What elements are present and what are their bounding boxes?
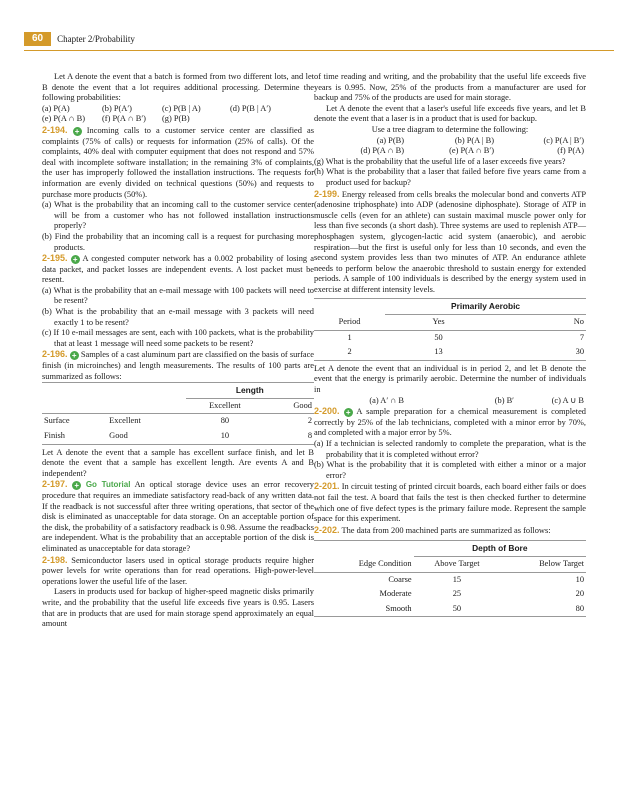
row-label: Good: [109, 431, 128, 440]
option-e: (e) P(A ∩ B′): [449, 146, 494, 156]
problem-text: Energy released from cells breaks the molecular bond and converts ATP (adenosine triphosphate) into ADP (adenosine diphosphate). Storage of ATP in muscle cells (even for an athlete) can sustain maximal muscle power only for less than five seconds (a short dash). Three systems are used to replenish ATP—phosphagen system, glycogen-lactic acid system (anaerobic), and aerobic respiration—but the first is useful only for less than 10 seconds, and even the second system provides less than two minutes of ATP. An endurance athlete needs to perform below the anaerobic threshold to sustain energy for extended periods. A sample of 100 individuals is described by the energy system used in exercise at different intensity levels.: [314, 189, 587, 294]
cell: 10: [220, 431, 230, 440]
problem-number: 2-199.: [314, 188, 340, 199]
problem-number: 2-200.: [314, 406, 340, 417]
page-number: 60: [24, 32, 51, 46]
problem-2-195: [42, 253, 314, 286]
table-row: [314, 572, 586, 587]
plus-icon[interactable]: +: [72, 481, 81, 490]
chapter-title: Chapter 2/Probability: [57, 33, 135, 44]
option-c: (c) A ∪ B: [551, 395, 584, 405]
left-column: [42, 72, 314, 630]
table-row: [314, 330, 586, 345]
option-e: (e) P(A ∩ B): [42, 114, 86, 124]
col-header: Yes: [432, 317, 445, 327]
cell: 1: [347, 332, 352, 342]
option-b: (b) P(A | B): [454, 135, 494, 145]
aerobic-table: [314, 298, 586, 360]
cell: Smooth: [385, 603, 412, 613]
cell: 50: [434, 332, 443, 342]
option-d: (d) P(B | A′): [230, 103, 271, 113]
col-header: Excellent: [209, 400, 241, 410]
col-header: No: [573, 317, 584, 327]
problem-2-196: [42, 349, 314, 382]
problem-2-201: [314, 481, 586, 524]
cell: 8: [307, 431, 312, 440]
question-a: (a) What is the probability that an incoming call to the customer service center will be from a customer who has not followed installation instructions properly?: [42, 200, 314, 231]
cell: 80: [575, 603, 584, 613]
page-header: [24, 33, 135, 45]
question-b: (b) What is the probability that an e-mail message with 3 packets will need exactly 1 to be resent?: [42, 307, 314, 327]
problem-text: An optical storage device uses an error recovery procedure that requires an immediate satisfactory read-back of any written data. If the readback is not successful after three writing operations, that sector of the disk is eliminated as unacceptable for data storage. On an acceptable portion of the disk, the probability of a satisfactory readback is 0.98. Assume the readbacks are independent. What is the probability that an acceptable portion of the disk is eliminated as unacceptable for data storage?: [42, 480, 314, 553]
problem-number: 2-201.: [314, 481, 340, 492]
tree-instruction: Use a tree diagram to determine the following:: [371, 124, 529, 134]
question-c: (c) If 10 e-mail messages are sent, each with 100 packets, what is the probability that at least 1 message will need some packets to be resent?: [42, 328, 314, 348]
option-f: (f) P(A): [557, 146, 584, 156]
problem-text: Samples of a cast aluminum part are classified on the basis of surface finish (in microinches) and length measurements. The results of 100 parts are summarized as follows:: [42, 350, 315, 381]
plus-icon[interactable]: +: [71, 255, 80, 264]
problem-number: 2-196.: [42, 349, 68, 360]
problem-2-198: [42, 555, 314, 588]
row-group-label: Finish: [44, 431, 65, 440]
cell: 2: [307, 416, 312, 426]
option-d: (d) P(A ∩ B): [360, 146, 404, 156]
table-row: [314, 602, 586, 617]
continued-text-2: Let A denote the event that a laser's useful life exceeds five years, and let B denote the event that a laser is in a product that is used for backup.: [314, 103, 586, 124]
question-h: (h) What is the probability that a laser that failed before five years came from a product used for backup?: [314, 167, 586, 187]
option-f: (f) P(A ∩ B′): [102, 114, 146, 124]
cell: 10: [575, 574, 584, 584]
problem-text: The data from 200 machined parts are summarized as follows:: [341, 525, 551, 535]
option-g: (g) P(B): [162, 114, 190, 124]
option-b: (b) B′: [494, 395, 514, 405]
table-group-header: Depth of Bore: [414, 541, 586, 557]
header-rule: [24, 50, 614, 51]
problem-number: 2-197.: [42, 479, 68, 490]
cell: 50: [452, 603, 462, 613]
cell: Moderate: [379, 589, 412, 599]
problem-text: Semiconductor lasers used in optical storage products require higher power levels for write operations than for read operations. High-power-level operations lower the useful life of the laser.: [42, 555, 314, 586]
question-b: (b) What is the probability that it is completed with either a minor or a major error?: [314, 460, 586, 480]
plus-icon[interactable]: +: [344, 408, 353, 417]
right-column: [314, 72, 586, 617]
problem-2-194: [42, 125, 314, 200]
problem-text-continued: Lasers in products used for backup of higher-speed magnetic disks primarily write, and the probability that the useful life exceeds five years is 0.95. Lasers that are in products that are used for main storage spend approximately an equal amount: [42, 587, 314, 629]
option-b: (b) P(A′): [102, 103, 132, 113]
problem-text: A sample preparation for a chemical measurement is completed correctly by 25% of the lab technicians, completed with a minor error by 70%, and completed with a major error by 5%.: [314, 407, 586, 438]
table-group-header: Length: [186, 383, 314, 399]
continued-text: of time reading and writing, and the probability that the useful life exceeds five years is 0.995. Now, 25% of the products from a manufacturer are used for backup and 75% of the products are used for main storage.: [314, 72, 586, 103]
problem-2-196-followup: Let A denote the event that a sample has excellent surface finish, and let B denote the event that a sample has excellent length. Are events A and B independent?: [42, 447, 314, 478]
row-group-label: Surface: [44, 416, 70, 426]
table-row: [314, 345, 586, 360]
col-header: Period: [338, 316, 361, 326]
problem-text: A congested computer network has a 0.002 probability of losing a data packet, and packet losses are independent events. A lost packet must be resent.: [42, 254, 314, 285]
problem-2-197: [42, 479, 314, 554]
col-header: Good: [293, 400, 312, 410]
cell: Coarse: [388, 574, 412, 584]
table-row: [314, 587, 586, 602]
surface-length-table: [42, 382, 314, 444]
problem-2-199-followup: Let A denote the event that an individual is in period 2, and let B denote the event that the energy is primarily aerobic. Determine the number of individuals in: [314, 363, 586, 395]
col-header: Edge Condition: [358, 558, 412, 568]
intro-options: [42, 104, 314, 125]
question-b: (b) Find the probability that an incoming call is a request for purchasing more products.: [42, 231, 314, 252]
col-header: Below Target: [539, 558, 584, 568]
cell: 15: [452, 574, 462, 584]
question-g: (g) What is the probability that the useful life of a laser exceeds five years?: [314, 156, 566, 166]
go-tutorial-link[interactable]: Go Tutorial: [85, 480, 131, 490]
option-c: (c) P(A | B′): [543, 135, 584, 145]
problem-text: In circuit testing of printed circuit boards, each board either fails or does not fail the test. A board that fails the test is then checked further to determine which one of five defect types is the primary failure mode. Represent the sample space for this experiment.: [314, 482, 586, 524]
bore-depth-table: [314, 540, 586, 617]
problem-number: 2-202.: [314, 524, 340, 535]
table-row: [42, 414, 314, 429]
tree-options: [314, 136, 586, 157]
cell: 80: [220, 416, 230, 426]
problem-number: 2-195.: [42, 253, 68, 264]
plus-icon[interactable]: +: [73, 127, 82, 136]
table-group-header: Primarily Aerobic: [385, 299, 586, 315]
question-a: (a) What is the probability that an e-mail message with 100 packets will need to be resent?: [42, 285, 314, 306]
question-a: (a) If a technician is selected randomly to complete the preparation, what is the probability that it is completed without error?: [314, 439, 586, 459]
cell: 20: [575, 589, 584, 599]
cell: 25: [452, 589, 462, 599]
cell: 13: [434, 347, 443, 357]
problem-2-202: [314, 525, 586, 537]
p199-options: [314, 396, 586, 407]
plus-icon[interactable]: +: [70, 351, 79, 360]
problem-2-200: [314, 406, 586, 439]
problem-number: 2-194.: [42, 124, 68, 135]
option-c: (c) P(B | A): [162, 103, 201, 113]
table-row: [42, 429, 314, 444]
intro-text: Let A denote the event that a batch is formed from two different lots, and let B denote the event that a lot requires additional processing. Determine the following probabilities:: [42, 72, 314, 103]
problem-2-199: [314, 189, 586, 296]
option-a: (a) P(A): [42, 103, 70, 113]
cell: 30: [575, 347, 584, 357]
problem-text: Incoming calls to a customer service center are classified as complaints (75% of calls) or requests for information (25% of calls). Of the complaints, 40% deal with computer equipment that does not respond and 57% deal with incomplete software installation; in the remaining 3% of complaints, the user has improperly followed the installation instructions. The requests for information are evenly divided on technical questions (50%) and requests to purchase more products (50%).: [42, 125, 315, 199]
col-header: Above Target: [434, 558, 480, 568]
row-label: Excellent: [109, 416, 141, 426]
cell: 2: [347, 347, 352, 357]
option-a: (a) A′ ∩ B: [369, 395, 404, 405]
problem-number: 2-198.: [42, 554, 68, 565]
option-a: (a) P(B): [376, 135, 404, 145]
cell: 7: [579, 332, 584, 342]
